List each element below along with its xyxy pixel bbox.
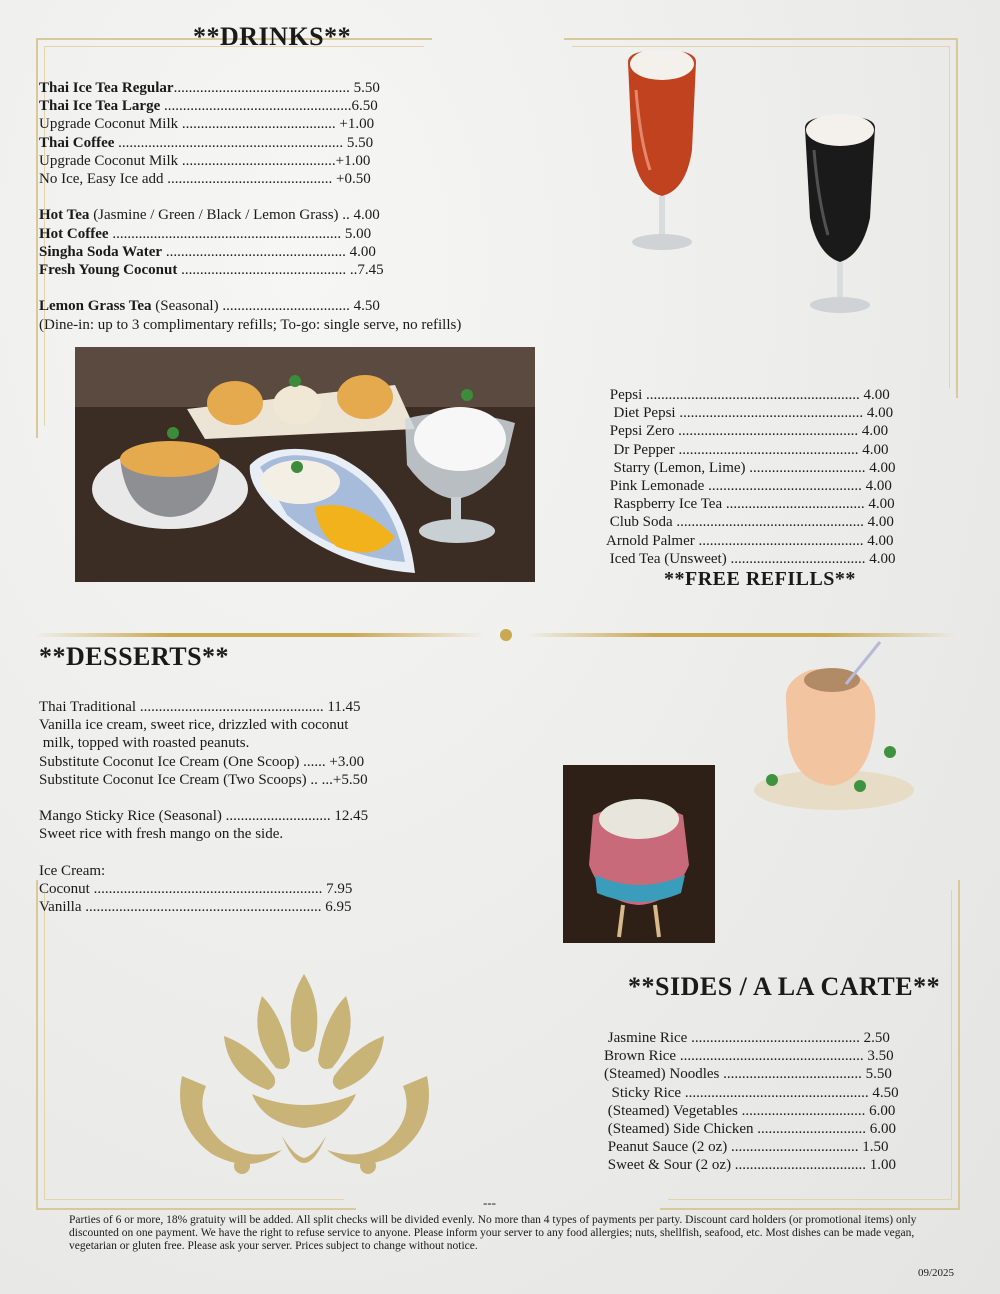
list-item: Hot Coffee ............................................................. 5.00: [39, 225, 372, 242]
desserts-photo: [75, 347, 535, 582]
list-item: Thai Coffee ............................................................ 5.50: [39, 134, 374, 151]
subheading: Ice Cream:: [39, 862, 106, 879]
drinks-heading: **DRINKS**: [193, 22, 352, 51]
list-item: Thai Ice Tea Large ..................................................6.50: [39, 98, 378, 115]
list-item: Brown Rice ................................................. 3.50: [604, 1048, 894, 1065]
blank-line: [39, 188, 461, 206]
list-item: Thai Traditional ................................................. 11.45: [39, 699, 361, 715]
desserts-heading: **DESSERTS**: [39, 642, 230, 671]
list-item: Pink Lemonade ......................................... 4.00: [606, 478, 892, 495]
footer-date: 09/2025: [918, 1267, 955, 1279]
list-item: Singha Soda Water ................................................ 4.00: [39, 243, 376, 260]
list-item: Fresh Young Coconut ............................................ ..7.45: [39, 262, 384, 279]
list-item: Upgrade Coconut Milk .........................................+1.00: [39, 152, 371, 169]
list-item: Peanut Sauce (2 oz) .................................. 1.50: [604, 1139, 889, 1156]
list-item: Diet Pepsi ................................................. 4.00: [606, 405, 894, 422]
young-coconut-photo: [750, 640, 918, 810]
section-divider-left: [35, 633, 485, 637]
item-description: milk, topped with roasted peanuts.: [39, 735, 250, 752]
list-item: (Steamed) Side Chicken ............................. 6.00: [604, 1121, 897, 1138]
divider-dot: [500, 629, 512, 641]
sides-list: [604, 1029, 899, 1175]
list-item: Jasmine Rice ............................................. 2.50: [604, 1030, 890, 1046]
blank-line: [39, 789, 368, 807]
list-item: Thai Ice Tea Regular............................................... 5.50: [39, 80, 380, 96]
list-item: Lemon Grass Tea (Seasonal) .................................. 4.50: [39, 298, 380, 315]
section-divider-right: [526, 633, 956, 637]
list-item: Sticky Rice ................................................. 4.50: [604, 1084, 899, 1101]
sides-heading: **SIDES / A LA CARTE**: [628, 972, 941, 1001]
list-item: (Steamed) Vegetables ................................. 6.00: [604, 1102, 896, 1119]
list-item: Dr Pepper ................................................ 4.00: [606, 441, 889, 458]
list-item: Upgrade Coconut Milk ......................................... +1.00: [39, 116, 375, 133]
drinks-list: [39, 79, 461, 334]
footer-separator: ---: [483, 1195, 496, 1210]
list-item: (Steamed) Noodles ..................................... 5.50: [604, 1066, 892, 1083]
soda-list: [606, 386, 896, 568]
list-item: Hot Tea (Jasmine / Green / Black / Lemon Grass) .. 4.00: [39, 207, 380, 224]
list-item: No Ice, Easy Ice add ............................................ +0.50: [39, 171, 371, 188]
list-item: Iced Tea (Unsweet) .................................... 4.00: [606, 550, 896, 567]
list-item: Club Soda .................................................. 4.00: [606, 514, 894, 531]
refill-note: (Dine-in: up to 3 complimentary refills; To-go: single serve, no refills): [39, 316, 462, 333]
thai-tea-coffee-photo: [600, 50, 930, 325]
list-item: Arnold Palmer ............................................ 4.00: [606, 532, 894, 549]
item-description: Vanilla ice cream, sweet rice, drizzled with coconut: [39, 717, 349, 734]
list-item: Raspberry Ice Tea ..................................... 4.00: [606, 496, 895, 513]
list-item: Pepsi Zero ................................................ 4.00: [606, 423, 889, 440]
desserts-list: [39, 698, 368, 916]
list-item: Substitute Coconut Ice Cream (Two Scoops) .. ...+5.50: [39, 771, 368, 788]
free-refills-label: **FREE REFILLS**: [664, 568, 856, 590]
sticky-rice-basket-photo: [563, 765, 715, 943]
footer-note: Parties of 6 or more, 18% gratuity will be added. All split checks will be divided evenly. No more than 4 types of payments per party. Discount card holders (or promotional items) only discounted on one payment. We have the right to refuse service to anyone. Please inform your server to any food allergies; nuts, shellfish, seafood, etc. Most dishes can be made vegan, vegetarian or gluten free. Please ask your server. Prices subject to change without notice.: [69, 1214, 917, 1252]
list-item: Pepsi ......................................................... 4.00: [606, 387, 890, 403]
list-item: Starry (Lemon, Lime) ............................... 4.00: [606, 459, 896, 476]
list-item: Mango Sticky Rice (Seasonal) ............................ 12.45: [39, 808, 369, 825]
list-item: Coconut ............................................................. 7.95: [39, 881, 353, 898]
list-item: Sweet & Sour (2 oz) ................................... 1.00: [604, 1157, 897, 1174]
list-item: Substitute Coconut Ice Cream (One Scoop) ...... +3.00: [39, 753, 365, 770]
lotus-ornament-icon: [172, 966, 437, 1191]
item-description: Sweet rice with fresh mango on the side.: [39, 826, 284, 843]
blank-line: [39, 844, 368, 862]
list-item: Vanilla ............................................................... 6.95: [39, 899, 352, 916]
blank-line: [39, 279, 461, 297]
